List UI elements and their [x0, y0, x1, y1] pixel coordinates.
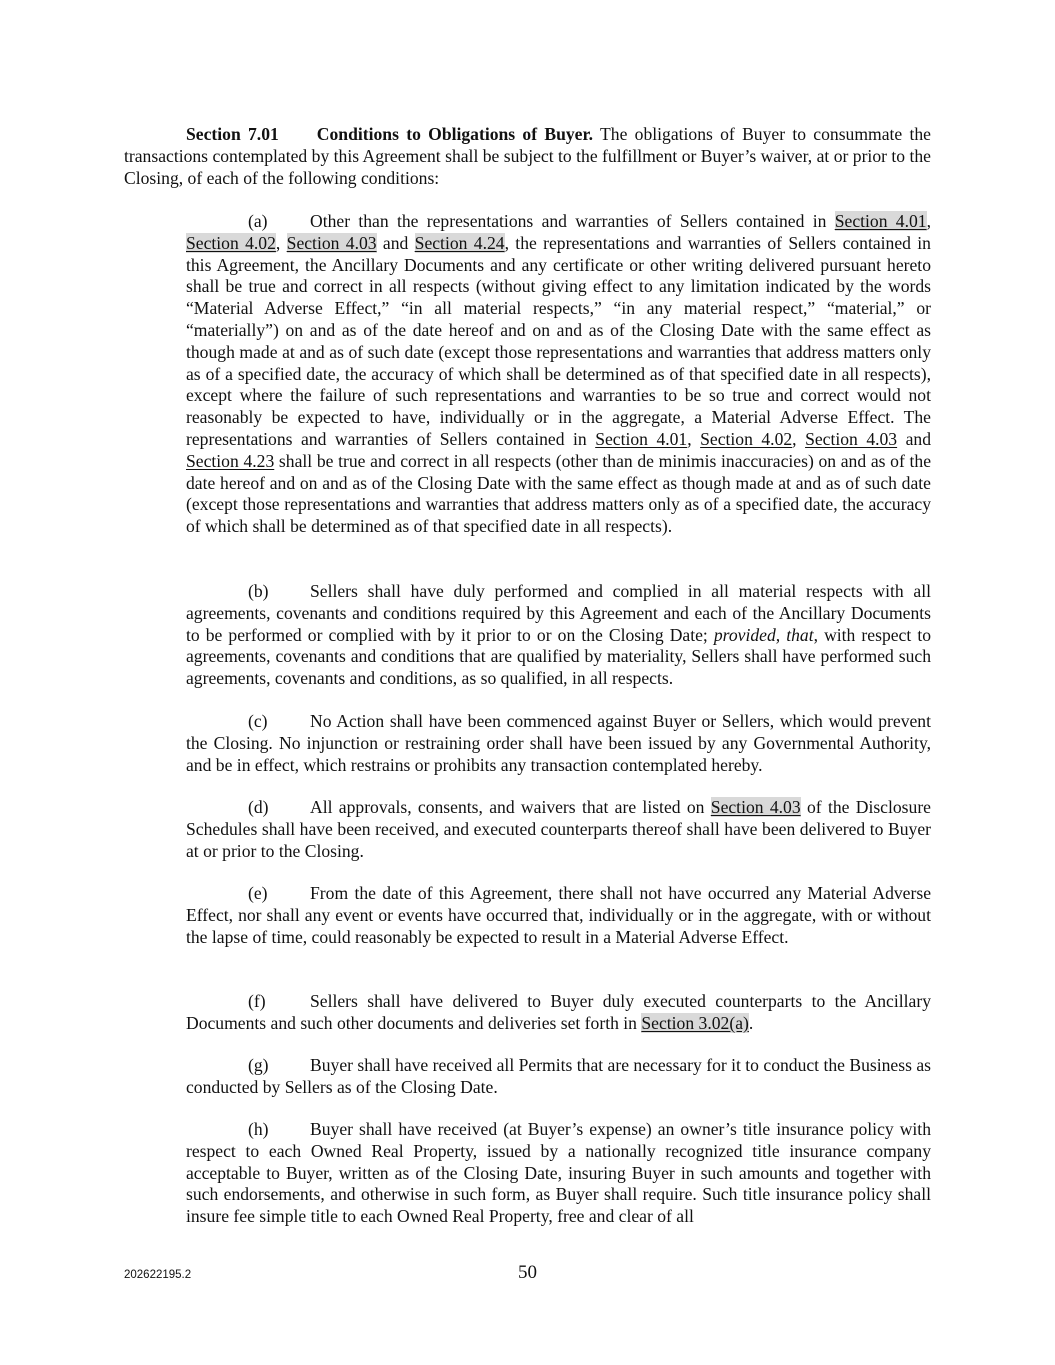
condition-a-marker: (a)	[248, 211, 268, 231]
condition-a: (a) Other than the representations and warranties of Sellers contained in Section 4.01, Section 4.02, Section 4.03 and Section 4.24, the representations and warranties of Sellers contained in this Agreement, the Ancillary Documents and any certificate or other writing delivered pursuant hereto shall be true and correct in all respects (without giving effect to any limitation indicated by the words “Material Adverse Effect,” “in all material respects,” “in any material respect,” “material,” or “materially”) on and as of the date hereof and on and as of the Closing Date with the same effect as though made at and as of such date (except those representations and warranties that address matters only as of a specified date, the accuracy of which shall be determined as of that specified date in all respects), except where the failure of such representations and warranties to be so true and correct would not reasonably be expected to have, individually or in the aggregate, a Material Adverse Effect. The representations and warranties of Sellers contained in Section 4.01, Section 4.02, Section 4.03 and Section 4.23 shall be true and correct in all respects (other than de minimis inaccuracies) on and as of the date hereof and on and as of the Closing Date with the same effect as though made at and as of such date (except those representations and warranties that address matters only as of a specified date, the accuracy of which shall be determined as of that specified date in all respects).	[186, 211, 931, 537]
condition-d-marker: (d)	[248, 797, 269, 817]
condition-e-marker: (e)	[248, 883, 268, 903]
section-ref-link[interactable]: Section 4.03	[286, 232, 377, 253]
condition-f: (f) Sellers shall have delivered to Buyer duly executed counterparts to the Ancillary Documents and such other documents and deliveries set forth in Section 3.02(a).	[186, 991, 931, 1033]
section-ref-link[interactable]: Section 4.02	[700, 428, 793, 449]
condition-c: (c) No Action shall have been commenced against Buyer or Sellers, which would prevent the Closing. No injunction or restraining order shall have been issued by any Governmental Authority, and be in effect, which restrains or prohibits any transaction contemplated hereby.	[186, 711, 931, 775]
condition-b: (b) Sellers shall have duly performed and complied in all material respects with all agreements, covenants and conditions required by this Agreement and each of the Ancillary Documents to be performed or complied with by it prior to or on the Closing Date; provided, that, with respect to agreements, covenants and conditions that are qualified by materiality, Sellers shall have performed such agreements, covenants and conditions, as so qualified, in all respects.	[186, 581, 931, 689]
condition-d: (d) All approvals, consents, and waivers that are listed on Section 4.03 of the Disclosure Schedules shall have been received, and executed counterparts thereof shall have been delivered to Buyer at or prior to the Closing.	[186, 797, 931, 861]
section-title: Conditions to Obligations of Buyer.	[316, 124, 594, 144]
section-ref-link[interactable]: Section 4.01	[834, 211, 927, 231]
condition-h-marker: (h)	[248, 1119, 269, 1139]
section-ref-link[interactable]: Section 4.23	[186, 450, 275, 471]
section-ref-link[interactable]: Section 4.03	[805, 428, 898, 449]
section-ref-link[interactable]: Section 4.01	[595, 428, 688, 449]
section-ref-link[interactable]: Section 4.24	[414, 232, 505, 253]
section-number: Section 7.01	[186, 124, 279, 144]
condition-b-marker: (b)	[248, 581, 269, 601]
condition-h: (h) Buyer shall have received (at Buyer’s expense) an owner’s title insurance policy with respect to each Owned Real Property, issued by a nationally recognized title insurance company acceptable to Buyer, written as of the Closing Date, insuring Buyer in such amounts and together with such endorsements, and otherwise in such form, as Buyer shall require. Such title insurance policy shall insure fee simple title to each Owned Real Property, free and clear of all	[186, 1119, 931, 1227]
condition-c-marker: (c)	[248, 711, 268, 731]
provided-that-italic: provided, that	[713, 624, 814, 645]
condition-g-marker: (g)	[248, 1055, 269, 1075]
section-ref-link[interactable]: Section 3.02(a)	[641, 1012, 749, 1033]
section-intro-text: The obligations of Buyer to consummate the transactions contemplated by this Agreement shall be subject to the fulfillment or Buyer’s waiver, at or prior to the Closing, of each of the following conditions:	[124, 124, 931, 188]
condition-g: (g) Buyer shall have received all Permits that are necessary for it to conduct the Business as conducted by Sellers as of the Closing Date.	[186, 1055, 931, 1097]
section-ref-link[interactable]: Section 4.02	[186, 232, 276, 253]
page-number: 50	[518, 1262, 537, 1283]
condition-f-marker: (f)	[248, 991, 266, 1011]
section-7-01-intro	[124, 124, 931, 189]
condition-e: (e) From the date of this Agreement, there shall not have occurred any Material Adverse Effect, nor shall any event or events have occurred that, individually or in the aggregate, with or without the lapse of time, could reasonably be expected to result in a Material Adverse Effect.	[186, 883, 931, 947]
document-id: 202622195.2	[124, 1269, 192, 1281]
section-ref-link[interactable]: Section 4.03	[710, 797, 801, 817]
